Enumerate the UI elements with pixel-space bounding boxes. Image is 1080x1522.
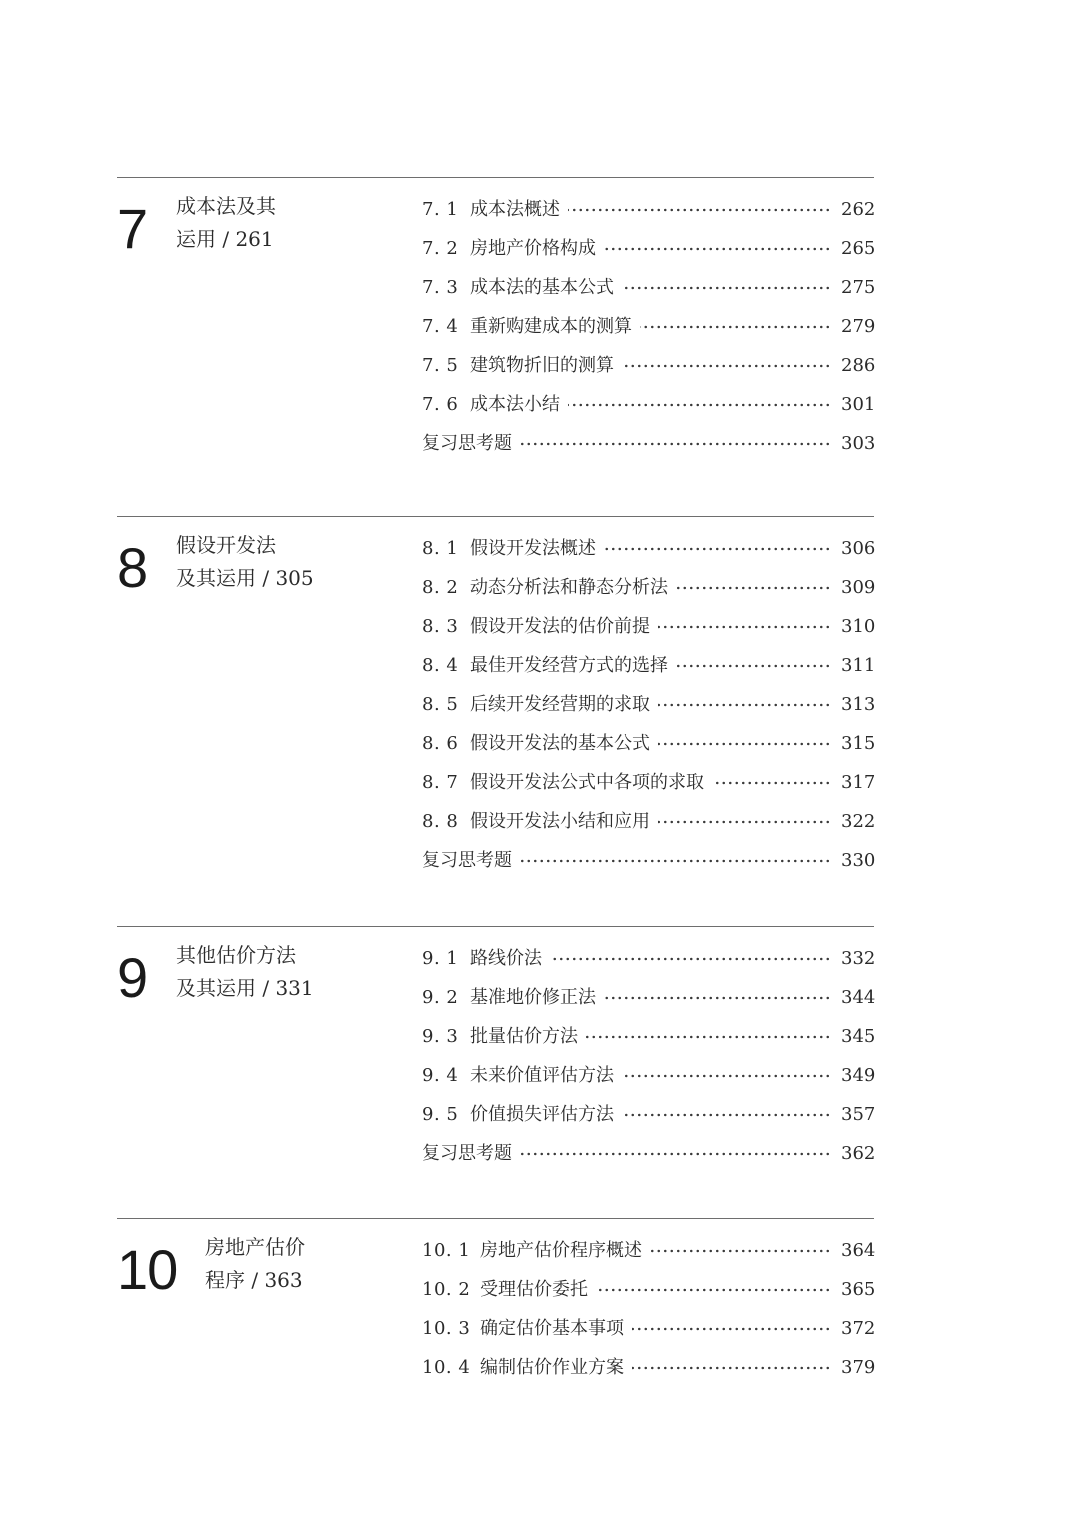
chapter-title	[176, 190, 276, 256]
dot-leader	[658, 817, 831, 827]
chapter-divider	[117, 926, 874, 927]
toc-entry[interactable]	[422, 275, 874, 301]
chapter-title	[176, 529, 314, 595]
toc-entry[interactable]	[422, 1355, 874, 1381]
section-title: 假设开发法的估价前提	[470, 616, 650, 637]
dot-leader	[520, 439, 831, 449]
dot-leader	[596, 1285, 831, 1295]
page-number: 306	[841, 538, 876, 559]
section-title: 批量估价方法	[470, 1026, 578, 1047]
page-number: 286	[841, 355, 876, 376]
toc-entry[interactable]	[422, 314, 874, 340]
chapter-title-line1: 其他估价方法	[176, 943, 296, 967]
dot-leader	[676, 661, 831, 671]
dot-leader	[568, 205, 831, 215]
chapter-title-line2: 及其运用 / 305	[176, 566, 314, 590]
dot-leader	[658, 739, 831, 749]
dot-leader	[520, 856, 831, 866]
section-title: 建筑物折旧的测算	[470, 355, 614, 376]
chapter-number: 8	[117, 536, 148, 599]
section-number: 8. 2	[422, 577, 459, 598]
section-number: 9. 1	[422, 948, 459, 969]
dot-leader	[676, 583, 831, 593]
page-number: 317	[841, 772, 876, 793]
section-title: 未来价值评估方法	[470, 1065, 614, 1086]
section-number: 8. 7	[422, 772, 459, 793]
section-number: 8. 5	[422, 694, 459, 715]
chapter-title-line2: 运用 / 261	[176, 227, 274, 251]
toc-entry[interactable]	[422, 1063, 874, 1089]
section-title: 成本法小结	[470, 394, 560, 415]
page-number: 362	[841, 1143, 876, 1164]
section-title: 后续开发经营期的求取	[470, 694, 650, 715]
toc-entry[interactable]	[422, 1102, 874, 1128]
chapter-title-line1: 假设开发法	[176, 533, 276, 557]
dot-leader	[658, 622, 831, 632]
dot-leader	[604, 993, 831, 1003]
dot-leader	[640, 322, 831, 332]
section-title: 成本法概述	[470, 199, 560, 220]
section-title: 房地产估价程序概述	[480, 1240, 642, 1261]
chapter-divider	[117, 516, 874, 517]
section-title: 最佳开发经营方式的选择	[470, 655, 668, 676]
dot-leader	[604, 544, 831, 554]
toc-entry[interactable]	[422, 1024, 874, 1050]
dot-leader	[586, 1032, 831, 1042]
toc-entry-review[interactable]	[422, 848, 874, 874]
dot-leader	[520, 1149, 831, 1159]
section-number: 7. 4	[422, 316, 459, 337]
page-number: 349	[841, 1065, 876, 1086]
section-title: 成本法的基本公式	[470, 277, 614, 298]
section-title: 复习思考题	[422, 1143, 512, 1164]
page-number: 315	[841, 733, 876, 754]
toc-entry[interactable]	[422, 985, 874, 1011]
dot-leader	[658, 700, 831, 710]
section-number: 7. 3	[422, 277, 459, 298]
dot-leader	[622, 361, 831, 371]
toc-entry-review[interactable]	[422, 1141, 874, 1167]
page-number: 379	[841, 1357, 876, 1378]
section-title: 受理估价委托	[480, 1279, 588, 1300]
page-number: 364	[841, 1240, 876, 1261]
section-number: 8. 4	[422, 655, 459, 676]
page-number: 279	[841, 316, 876, 337]
page-number: 357	[841, 1104, 876, 1125]
page-number: 262	[841, 199, 876, 220]
section-title: 价值损失评估方法	[470, 1104, 614, 1125]
chapter-title	[176, 939, 314, 1005]
section-number: 10. 1	[422, 1240, 471, 1261]
section-title: 假设开发法概述	[470, 538, 596, 559]
section-number: 8. 1	[422, 538, 459, 559]
page-number: 303	[841, 433, 876, 454]
chapter-number: 9	[117, 946, 148, 1009]
page-number: 265	[841, 238, 876, 259]
section-number: 7. 5	[422, 355, 459, 376]
chapter-title	[205, 1231, 305, 1297]
section-number: 8. 8	[422, 811, 459, 832]
page-number: 311	[841, 655, 876, 676]
dot-leader	[568, 400, 831, 410]
section-title: 编制估价作业方案	[480, 1357, 624, 1378]
toc-entry[interactable]	[422, 614, 874, 640]
toc-entry[interactable]	[422, 1238, 874, 1264]
chapter-number: 10	[117, 1238, 178, 1301]
section-number: 10. 4	[422, 1357, 471, 1378]
page-number: 372	[841, 1318, 876, 1339]
section-number: 8. 3	[422, 616, 459, 637]
section-number: 7. 6	[422, 394, 459, 415]
page-number: 310	[841, 616, 876, 637]
section-title: 基准地价修正法	[470, 987, 596, 1008]
toc-entry[interactable]	[422, 770, 874, 796]
dot-leader	[604, 244, 831, 254]
section-number: 7. 1	[422, 199, 459, 220]
toc-entry[interactable]	[422, 692, 874, 718]
page-number: 275	[841, 277, 876, 298]
section-title: 复习思考题	[422, 850, 512, 871]
chapter-divider	[117, 1218, 874, 1219]
toc-entry-review[interactable]	[422, 431, 874, 457]
section-number: 10. 2	[422, 1279, 471, 1300]
section-number: 9. 3	[422, 1026, 459, 1047]
page-number: 301	[841, 394, 876, 415]
toc-entry[interactable]	[422, 392, 874, 418]
section-number: 9. 5	[422, 1104, 459, 1125]
toc-entry[interactable]	[422, 536, 874, 562]
toc-entry[interactable]	[422, 353, 874, 379]
page-number: 330	[841, 850, 876, 871]
toc-entry[interactable]	[422, 1277, 874, 1303]
chapter-title-line1: 房地产估价	[205, 1235, 305, 1259]
toc-entry[interactable]	[422, 236, 874, 262]
page-number: 313	[841, 694, 876, 715]
dot-leader	[550, 954, 831, 964]
dot-leader	[632, 1324, 831, 1334]
page-number: 365	[841, 1279, 876, 1300]
dot-leader	[622, 1110, 831, 1120]
dot-leader	[650, 1246, 831, 1256]
chapter-title-line2: 及其运用 / 331	[176, 976, 314, 1000]
dot-leader	[632, 1363, 831, 1373]
toc-entry[interactable]	[422, 731, 874, 757]
section-number: 8. 6	[422, 733, 459, 754]
page-number: 332	[841, 948, 876, 969]
page-number: 344	[841, 987, 876, 1008]
toc-entry[interactable]	[422, 946, 874, 972]
section-title: 动态分析法和静态分析法	[470, 577, 668, 598]
section-number: 10. 3	[422, 1318, 471, 1339]
page-number: 309	[841, 577, 876, 598]
chapter-title-line2: 程序 / 363	[205, 1268, 303, 1292]
section-title: 房地产价格构成	[470, 238, 596, 259]
chapter-divider	[117, 177, 874, 178]
page-number: 345	[841, 1026, 876, 1047]
dot-leader	[622, 283, 831, 293]
section-title: 复习思考题	[422, 433, 512, 454]
toc-entry[interactable]	[422, 197, 874, 223]
section-title: 假设开发法小结和应用	[470, 811, 650, 832]
toc-entry[interactable]	[422, 653, 874, 679]
section-number: 7. 2	[422, 238, 459, 259]
section-title: 确定估价基本事项	[480, 1318, 624, 1339]
section-title: 重新购建成本的测算	[470, 316, 632, 337]
chapter-title-line1: 成本法及其	[176, 194, 276, 218]
toc-entry[interactable]	[422, 809, 874, 835]
section-title: 假设开发法的基本公式	[470, 733, 650, 754]
section-title: 假设开发法公式中各项的求取	[470, 772, 704, 793]
toc-entry[interactable]	[422, 1316, 874, 1342]
toc-entry[interactable]	[422, 575, 874, 601]
page-number: 322	[841, 811, 876, 832]
section-title: 路线价法	[470, 948, 542, 969]
section-number: 9. 4	[422, 1065, 459, 1086]
dot-leader	[712, 778, 831, 788]
dot-leader	[622, 1071, 831, 1081]
chapter-number: 7	[117, 197, 148, 260]
section-number: 9. 2	[422, 987, 459, 1008]
